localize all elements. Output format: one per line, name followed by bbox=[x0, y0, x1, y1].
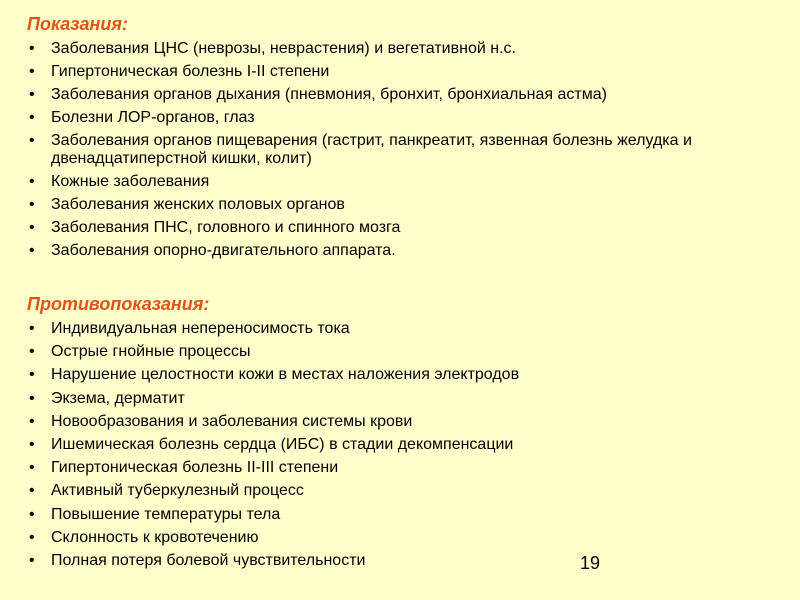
list-item-text: Экзема, дерматит bbox=[51, 389, 185, 407]
list-item-text: Болезни ЛОР-органов, глаз bbox=[51, 109, 255, 126]
bullet-icon: • bbox=[29, 343, 35, 361]
list-item-text: Активный туберкулезный процесс bbox=[51, 482, 304, 500]
list-item bbox=[27, 40, 767, 58]
list-item bbox=[27, 86, 767, 104]
list-item bbox=[27, 173, 767, 191]
list-item-text: Склонность к кровотечению bbox=[51, 528, 259, 546]
bullet-icon: • bbox=[29, 320, 35, 337]
list-item-text: Индивидуальная непереносимость тока bbox=[51, 320, 350, 337]
indications-list bbox=[27, 40, 767, 265]
list-item-text: Гипертоническая болезнь I-II степени bbox=[51, 63, 330, 80]
list-item bbox=[27, 436, 767, 454]
bullet-icon: • bbox=[29, 412, 35, 430]
bullet-icon: • bbox=[29, 219, 35, 236]
list-item bbox=[27, 242, 767, 260]
bullet-icon: • bbox=[29, 366, 35, 384]
bullet-icon: • bbox=[29, 173, 35, 190]
list-item-text: Заболевания ПНС, головного и спинного мозга bbox=[51, 219, 401, 236]
list-item-text: Ишемическая болезнь сердца (ИБС) в стадии декомпенсации bbox=[51, 435, 514, 453]
list-item-text: Заболевания опорно-двигательного аппарата. bbox=[51, 242, 396, 259]
bullet-icon: • bbox=[29, 459, 35, 477]
bullet-icon: • bbox=[29, 528, 35, 546]
page-number: 19 bbox=[580, 553, 601, 573]
bullet-icon: • bbox=[29, 505, 35, 523]
bullet-icon: • bbox=[29, 63, 35, 80]
bullet-icon: • bbox=[29, 242, 35, 259]
contraindications-heading: Противопоказания: bbox=[27, 294, 210, 314]
list-item bbox=[27, 390, 767, 408]
bullet-icon: • bbox=[29, 40, 35, 57]
bullet-icon: • bbox=[29, 435, 35, 453]
list-item-text: Заболевания ЦНС (неврозы, неврастения) и вегетативной н.с. bbox=[51, 40, 516, 57]
list-item bbox=[27, 63, 767, 81]
list-item bbox=[27, 506, 767, 524]
list-item-text: Кожные заболевания bbox=[51, 173, 210, 190]
bullet-icon: • bbox=[29, 389, 35, 407]
list-item bbox=[27, 196, 767, 214]
list-item-text: Гипертоническая болезнь II-III степени bbox=[51, 459, 339, 477]
list-item bbox=[27, 132, 767, 168]
bullet-icon: • bbox=[29, 109, 35, 126]
bullet-icon: • bbox=[29, 132, 35, 149]
list-item-text: Заболевания женских половых органов bbox=[51, 196, 345, 213]
list-item-text: Новообразования и заболевания системы крови bbox=[51, 412, 413, 430]
bullet-icon: • bbox=[29, 551, 35, 569]
list-item bbox=[27, 552, 767, 570]
list-item-text: Заболевания органов дыхания (пневмония, бронхит, бронхиальная астма) bbox=[51, 86, 607, 103]
list-item bbox=[27, 320, 767, 338]
list-item bbox=[27, 343, 767, 361]
list-item-text: Острые гнойные процессы bbox=[51, 343, 251, 361]
list-item-text: Нарушение целостности кожи в местах наложения электродов bbox=[51, 366, 520, 384]
list-item bbox=[27, 529, 767, 547]
list-item bbox=[27, 459, 767, 477]
list-item-text: Полная потеря болевой чувствительности bbox=[51, 551, 366, 569]
list-item bbox=[27, 482, 767, 500]
list-item bbox=[27, 219, 767, 237]
list-item bbox=[27, 366, 767, 384]
bullet-icon: • bbox=[29, 196, 35, 213]
bullet-icon: • bbox=[29, 482, 35, 500]
list-item-text: Повышение температуры тела bbox=[51, 505, 281, 523]
contraindications-list bbox=[27, 320, 767, 575]
list-item bbox=[27, 413, 767, 431]
indications-heading: Показания: bbox=[27, 14, 128, 34]
list-item-text: Заболевания органов пищеварения (гастрит, панкреатит, язвенная болезнь желудка и двенадцатиперстной кишки, колит) bbox=[51, 132, 692, 167]
bullet-icon: • bbox=[29, 86, 35, 103]
list-item bbox=[27, 109, 767, 127]
